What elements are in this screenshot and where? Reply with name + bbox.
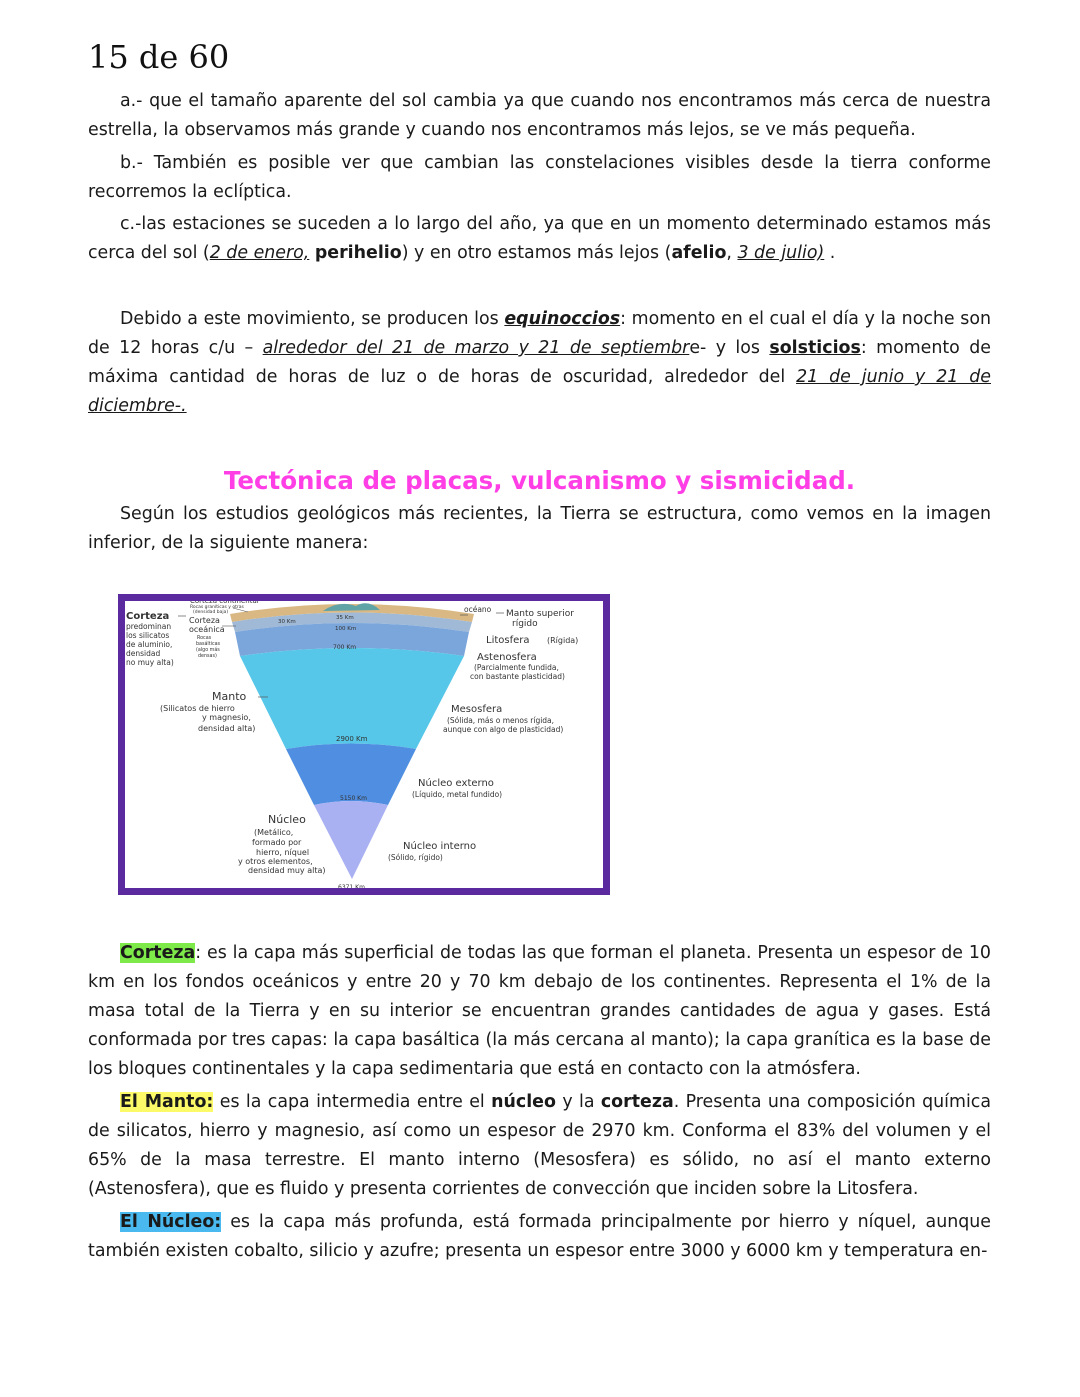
text-segment: : momento de máxima cantidad de horas de luz o de horas de oscuridad, alrededor del	[88, 338, 991, 387]
paragraph-a: a.- que el tamaño aparente del sol cambia ya que cuando nos encontramos más cerca de nuestra estrella, la observamos más grande y cuando nos encontramos más lejos, se ve más pequeña.	[88, 91, 991, 140]
term-perihelion: perihelio	[314, 243, 402, 263]
text-segment: e- y los	[689, 338, 770, 358]
label-corteza-oceanica-2: oceánica	[189, 625, 225, 634]
depth-label-35: 35 Km	[336, 615, 354, 621]
nucleo-desc-line5: densidad muy alta)	[248, 866, 326, 875]
corteza-desc-line3: de aluminio,	[126, 640, 173, 649]
section-title: Tectónica de placas, vulcanismo y sismicidad.	[223, 466, 856, 495]
paragraph-manto	[88, 1088, 991, 1204]
term-solsticios: solsticios	[769, 338, 861, 358]
label-litosfera: Litosfera	[486, 635, 530, 646]
text-segment: : es la capa más superficial de todas las que forman el planeta. Presenta un espesor de 10 km en los fondos oceánicos y entre 20 y 70 km debajo de los continentes. Representa el 1% de la masa total de la Tierra y en su interior se encuentran grandes cantidades de agua y gases. Está conformada por tres capas: la capa basáltica (la más cercana al manto); la capa granítica es la base de los bloques continentales y la capa sedimentaria que está en contacto con la atmósfera.	[88, 943, 991, 1079]
text-segment: ) y en otro estamos más lejos (	[401, 243, 672, 263]
manto-superior-line1: Manto superior	[506, 609, 574, 619]
dates-solstice: 21 de junio y 21 de diciembre-.	[88, 367, 991, 416]
manto-desc-line1: (Silicatos de hierro	[160, 704, 235, 713]
mesosfera-desc-line1: (Sólida, más o menos rígida,	[447, 716, 555, 725]
label-astenosfera: Astenosfera	[477, 652, 537, 663]
astenosfera-desc-line2: con bastante plasticidad)	[470, 672, 565, 681]
rocas-basalticas-line2: basálticas	[196, 642, 221, 647]
depth-label-2900: 2900 Km	[336, 735, 368, 743]
label-nucleo: Núcleo	[268, 813, 306, 826]
earth-structure-diagram	[118, 594, 610, 895]
term-aphelion: afelio	[671, 243, 727, 263]
nucleo-interno-desc: (Sólido, rígido)	[388, 853, 443, 862]
nucleo-externo-desc: (Líquido, metal fundido)	[412, 790, 503, 799]
label-oceano: océano	[464, 605, 492, 614]
depth-label-6371: 6371 Km	[338, 884, 365, 891]
text-segment: c.-las estaciones se suceden a lo largo del año, ya que en un momento determinado estamos más cerca del sol (	[88, 214, 991, 263]
manto-desc-line3: densidad alta)	[198, 724, 256, 733]
litosfera-desc: (Rígida)	[547, 636, 579, 645]
paragraph-equinoxes	[88, 305, 991, 421]
corteza-desc-line1: predominan	[126, 622, 172, 631]
corteza-desc-line2: los silicatos	[126, 631, 170, 640]
term-nucleo: El Núcleo:	[120, 1212, 222, 1232]
text-segment: Debido a este movimiento, se producen los	[120, 309, 505, 329]
depth-label-100: 100 Km	[335, 626, 357, 632]
corteza-desc-line5: no muy alta)	[126, 658, 174, 667]
paragraph-nucleo	[88, 1208, 991, 1266]
text-segment: es la capa más profunda, está formada principalmente por hierro y níquel, aunque también existen cobalto, silicio y azufre; presenta un espesor entre 3000 y 6000 km y temperatura en-	[88, 1212, 991, 1261]
nucleo-desc-line2: formado por	[252, 838, 302, 847]
manto-superior-line2: rígido	[512, 619, 538, 629]
paragraph-b: b.- También es posible ver que cambian las constelaciones visibles desde la tierra conforme recorremos la eclíptica.	[88, 153, 991, 202]
label-corteza-oceanica-1: Corteza	[189, 616, 220, 625]
term-nucleo-inline: núcleo	[491, 1092, 556, 1112]
nucleo-desc-line3: hierro, níquel	[256, 848, 310, 857]
dates-equinox: alrededor del 21 de marzo y 21 de septiembr	[262, 338, 690, 358]
text-segment: . Presenta una composición química de silicatos, hierro y magnesio, así como un espesor de 2970 km. Conforma el 83% del volumen y el 65% de la masa terrestre. El manto interno (Mesosfera) es sólido, no así el manto externo (Astenosfera), que es fluido y presenta corrientes de convección que inciden sobre la Litosfera.	[88, 1092, 991, 1199]
paragraph-c	[88, 210, 991, 268]
nucleo-desc-line4: y otros elementos,	[238, 857, 313, 866]
rocas-basalticas-line4: densas)	[198, 654, 217, 659]
manto-desc-line2: y magnesio,	[202, 713, 251, 722]
earth-structure-svg	[118, 594, 610, 895]
term-corteza: Corteza	[120, 943, 196, 963]
term-equinoccios: equinoccios	[504, 309, 621, 329]
date-perihelion: 2 de enero,	[209, 243, 310, 263]
text-segment: .	[824, 243, 836, 263]
text-segment: es la capa intermedia entre el	[213, 1092, 492, 1112]
text-segment: : momento en el cual el día y la noche son de 12 horas c/u –	[88, 309, 991, 358]
label-nucleo-interno: Núcleo interno	[403, 841, 477, 852]
label-mesosfera: Mesosfera	[451, 704, 503, 715]
corteza-desc-line4: densidad	[126, 649, 161, 658]
term-manto: El Manto:	[120, 1092, 214, 1112]
date-aphelion: 3 de julio)	[737, 243, 825, 263]
page-number: 15 de 60	[88, 38, 230, 76]
label-corteza-continental: Corteza continental	[190, 597, 259, 605]
astenosfera-desc-line1: (Parcialmente fundida,	[474, 663, 559, 672]
term-corteza-inline: corteza	[600, 1092, 674, 1112]
label-manto: Manto	[212, 690, 247, 703]
label-corteza: Corteza	[126, 611, 170, 622]
depth-label-700: 700 Km	[333, 644, 357, 651]
nucleo-desc-line1: (Metálico,	[254, 828, 294, 837]
rocas-graniticas-line1: Rocas graníticas y otras	[190, 605, 244, 610]
depth-label-5150: 5150 Km	[340, 795, 367, 802]
rocas-basalticas-line1: Rocas	[197, 636, 212, 641]
label-nucleo-externo: Núcleo externo	[418, 778, 494, 789]
rocas-graniticas-line2: (densidad baja)	[193, 610, 229, 615]
rocas-basalticas-line3: (algo más	[196, 648, 220, 653]
text-segment: ,	[726, 243, 738, 263]
mesosfera-desc-line2: aunque con algo de plasticidad)	[443, 725, 564, 734]
paragraph-intro: Según los estudios geológicos más recientes, la Tierra se estructura, como vemos en la imagen inferior, de la siguiente manera:	[88, 504, 991, 553]
depth-label-30: 30 Km	[278, 619, 296, 625]
paragraph-corteza	[88, 939, 991, 1084]
text-segment: y la	[555, 1092, 601, 1112]
